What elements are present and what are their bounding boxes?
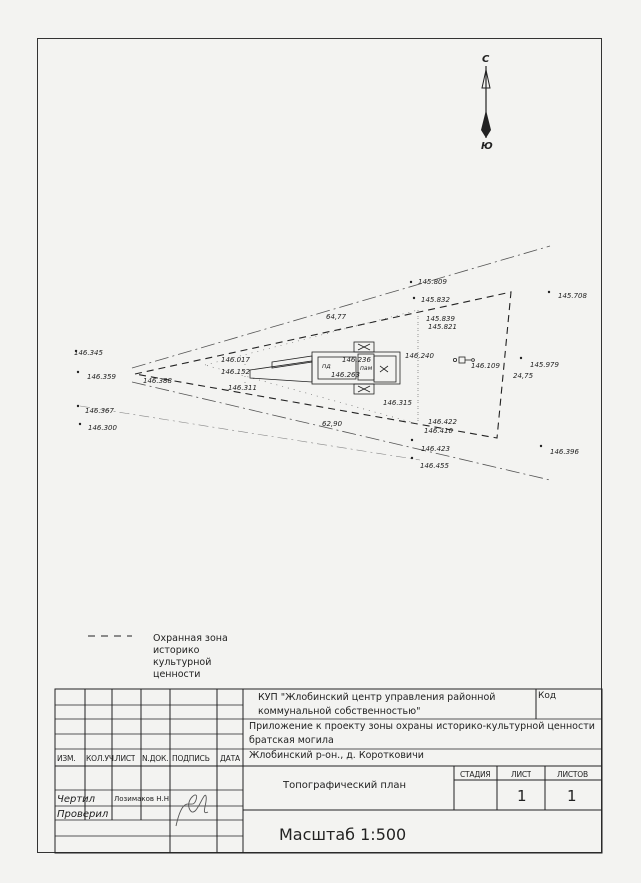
boundary-line-upper [132,246,550,368]
elevation-labels [74,278,587,470]
elevation-label: 146.300 [88,424,117,432]
distance-label: 24,75 [513,372,534,380]
elevation-label: 146.315 [383,399,412,407]
code-label: Код [538,691,557,701]
elevation-label: 145.821 [428,323,457,331]
elevation-label: 146.345 [74,349,103,357]
elevation-label: 146.422 [428,418,457,426]
header-izm: ИЗМ. [57,754,76,763]
scale-label: Масштаб 1:500 [279,825,407,844]
elevation-label: 146.263 [331,371,360,379]
compass-north-label: С [482,54,490,65]
elevation-label: 146.359 [87,373,116,381]
elevation-label: 146.152 [221,368,250,376]
building-label-pd: пд [322,362,331,370]
elevation-label: 146.423 [421,445,450,453]
elevation-label: 146.311 [228,384,257,392]
elevation-label: 146.109 [471,362,500,370]
elevation-label: 146.455 [420,462,449,470]
sheet-label: ЛИСТ [511,770,532,779]
elevation-label: 145.809 [418,278,447,286]
plan-title: Топографический план [283,780,407,791]
elevation-label: 146.396 [550,448,579,456]
drawn-by-name: Лозимаков Н.Н. [114,795,172,803]
sheet-number: 1 [517,787,527,805]
project-title: Приложение к проекту зоны охраны историко-культурной ценности братская могила [249,721,595,746]
header-list: ЛИСТ [115,754,136,763]
sheets-count: 1 [567,787,577,805]
building-label-pam: пам [360,365,373,372]
distance-label: 64,77 [326,313,347,321]
survey-points [75,281,550,459]
org-name: КУП "Жлобинский центр управления районной коммунальной собственностью" [258,692,496,717]
location-text: Жлобинский р-он., д. Коротковичи [249,750,424,761]
signature-icon [176,795,208,826]
elevation-label: 146.367 [85,407,114,415]
elevation-label: 146.410 [424,427,453,435]
distance-label: 62,90 [322,420,343,428]
elevation-label: 146.388 [143,377,172,385]
arrow-tail-icon [481,110,491,138]
boundary-line-lower [132,382,550,480]
checked-by-label: Проверил [57,809,109,820]
sheets-label: ЛИСТОВ [557,770,588,779]
legend-text: Охранная зона историко культурной ценности [153,633,228,680]
elevation-label: 145.839 [426,315,455,323]
compass-south-label: Ю [481,141,493,152]
elevation-label: 145.708 [558,292,587,300]
drawn-by-label: Чертил [57,794,96,805]
north-arrow [481,54,493,152]
elevation-label: 146.236 [342,356,371,364]
road-line [80,406,420,460]
elevation-label: 145.832 [421,296,450,304]
header-kol-uch: КОЛ.УЧ. [86,754,116,763]
header-podpis: ПОДПИСЬ [172,754,210,763]
elevation-label: 146.240 [405,352,434,360]
header-data: ДАТА [220,754,240,763]
stage-label: СТАДИЯ [460,770,491,779]
header-n-dok: N.ДОК. [142,754,169,763]
elevation-label: 146.017 [221,356,250,364]
elevation-label: 145.979 [530,361,559,369]
